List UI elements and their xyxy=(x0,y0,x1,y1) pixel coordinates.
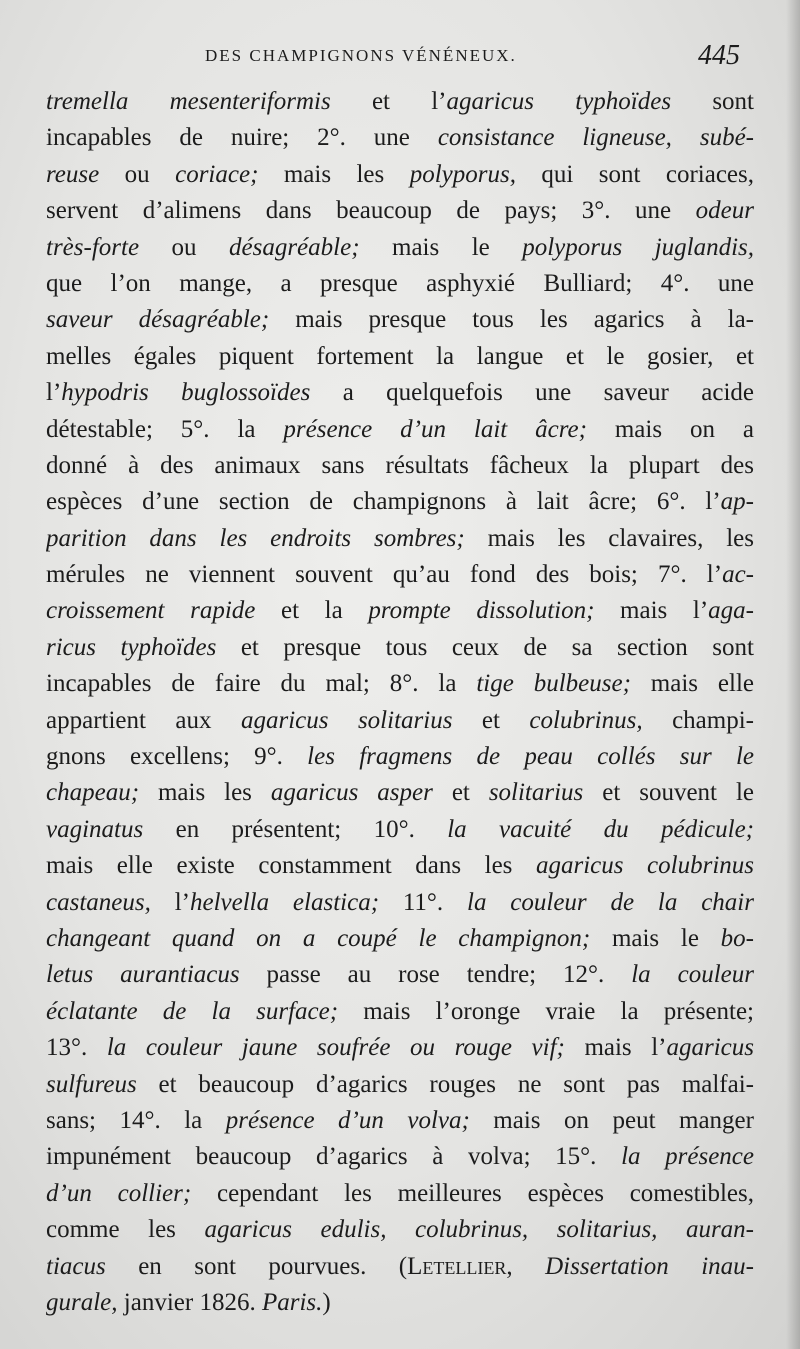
text-run: champi- xyxy=(642,706,754,734)
text-line xyxy=(46,885,754,921)
text-line xyxy=(46,1285,754,1321)
italic-text: solitarius xyxy=(488,779,584,807)
italic-text: agaricus edulis, colubrinus, solitarius, auran- xyxy=(204,1216,754,1244)
text-run: comme les xyxy=(46,1216,205,1244)
text-line xyxy=(46,1067,754,1103)
italic-text: polyporus, xyxy=(409,160,516,188)
text-run: et xyxy=(452,706,530,734)
italic-text: agaricus colubrinus xyxy=(535,852,754,880)
text-run: mais les xyxy=(139,779,271,807)
text-run: ou xyxy=(139,233,229,261)
text-run: mais les clavaires, les xyxy=(464,524,754,552)
italic-text: présence d’un lait âcre; xyxy=(283,415,587,443)
text-line xyxy=(46,120,754,156)
italic-text: changeant quand on a coupé le champignon; xyxy=(46,924,591,952)
text-line xyxy=(46,1103,754,1139)
text-line xyxy=(46,1249,754,1285)
text-run: a quelquefois une saveur acide xyxy=(310,379,754,407)
text-run: mais elle xyxy=(630,670,754,698)
text-run: détestable; 5°. la xyxy=(46,415,284,443)
text-run: passe au rose tendre; 12°. xyxy=(239,961,632,989)
italic-text: très-forte xyxy=(46,233,140,261)
text-run: Letellier xyxy=(407,1252,507,1280)
text-run: donné à des animaux sans résultats fâcheux la plupart des xyxy=(46,451,754,479)
text-run: l’ xyxy=(46,379,62,407)
text-line xyxy=(46,412,754,448)
text-run: espèces d’une section de champignons à lait âcre; 6°. l’ xyxy=(46,488,721,516)
text-line xyxy=(46,921,754,957)
italic-text: helvella elastica; xyxy=(189,888,380,916)
text-line xyxy=(46,302,754,338)
italic-text: présence d’un volva; xyxy=(225,1106,470,1134)
running-head: DES CHAMPIGNONS VÉNÉNEUX. xyxy=(205,46,517,65)
text-line xyxy=(46,630,754,666)
text-line xyxy=(46,1212,754,1248)
italic-text: la couleur xyxy=(631,961,754,989)
italic-text: sulfureus xyxy=(46,1070,137,1098)
text-run: que l’on mange, a presque asphyxié Bulliard; 4°. une xyxy=(46,269,754,297)
text-line xyxy=(46,193,754,229)
italic-text: agaricus asper xyxy=(270,779,433,807)
body-text xyxy=(46,84,754,1321)
text-run: 13°. xyxy=(46,1034,107,1062)
text-run: et l’ xyxy=(330,88,447,115)
text-run: en présentent; 10°. xyxy=(143,815,448,843)
page-edge-shadow xyxy=(786,0,800,1349)
text-run: qui sont coriaces, xyxy=(515,160,754,188)
italic-text: agaricus xyxy=(666,1034,754,1062)
text-run: mais l’ xyxy=(564,1034,667,1062)
italic-text: ac- xyxy=(722,561,754,589)
italic-text: chapeau; xyxy=(46,779,140,807)
text-line xyxy=(46,957,754,993)
italic-text: consistance ligneuse, subé- xyxy=(437,124,754,152)
italic-text: parition dans les endroits sombres; xyxy=(46,524,465,552)
text-line xyxy=(46,230,754,266)
text-line xyxy=(46,1176,754,1212)
text-run: servent d’alimens dans beaucoup de pays; 3°. une xyxy=(46,197,696,225)
text-run: mérules ne viennent souvent qu’au fond des bois; 7°. l’ xyxy=(46,561,723,589)
italic-text: la couleur jaune soufrée ou rouge vif; xyxy=(106,1034,565,1062)
text-run: ou xyxy=(99,160,176,188)
text-run: sont xyxy=(671,88,754,115)
italic-text: prompte dissolution; xyxy=(368,597,595,625)
text-line xyxy=(46,812,754,848)
italic-text: bo- xyxy=(720,924,754,952)
italic-text: la vacuité du pédicule; xyxy=(447,815,754,843)
italic-text: Paris. xyxy=(261,1288,323,1316)
italic-text: la présence xyxy=(621,1143,754,1171)
text-run: mais presque tous les agarics à la- xyxy=(269,306,754,334)
text-run: ) xyxy=(322,1288,331,1316)
italic-text: hypodris buglossoïdes xyxy=(61,379,311,407)
italic-text: éclatante de la surface; xyxy=(46,997,339,1025)
italic-text: letus aurantiacus xyxy=(46,961,240,989)
italic-text: ricus typhoïdes xyxy=(46,633,217,661)
text-line xyxy=(46,157,754,193)
text-line xyxy=(46,1139,754,1175)
text-run: l’ xyxy=(150,888,190,916)
text-run: mais le xyxy=(590,924,721,952)
italic-text: la couleur de la chair xyxy=(467,888,754,916)
text-run: mais l’oronge vraie la présente; xyxy=(338,997,754,1025)
text-run: et presque tous ceux de sa section sont xyxy=(216,633,754,661)
text-run: mais l’ xyxy=(594,597,709,625)
text-run: impunément beaucoup d’agarics à volva; 15°. xyxy=(46,1143,622,1171)
text-line xyxy=(46,739,754,775)
text-run: mais on peut manger xyxy=(469,1106,754,1134)
italic-text: saveur désagréable; xyxy=(46,306,270,334)
text-run: mais elle existe constamment dans les xyxy=(46,852,536,880)
italic-text: colubrinus, xyxy=(529,706,643,734)
text-run: mais les xyxy=(258,160,410,188)
italic-text: vaginatus xyxy=(46,815,144,843)
text-line xyxy=(46,666,754,702)
italic-text: polyporus juglandis, xyxy=(522,233,754,261)
text-line xyxy=(46,448,754,484)
italic-text: aga- xyxy=(708,597,754,625)
italic-text: Dissertation inau- xyxy=(545,1252,754,1280)
page-number: 445 xyxy=(698,40,740,71)
text-run: gnons excellens; 9°. xyxy=(46,743,308,771)
text-run: appartient aux xyxy=(46,706,241,734)
text-run: melles égales piquent fortement la langue et le gosier, et xyxy=(46,342,754,370)
text-line xyxy=(46,84,754,120)
text-line xyxy=(46,557,754,593)
text-line xyxy=(46,1030,754,1066)
italic-text: coriace; xyxy=(175,160,259,188)
text-line xyxy=(46,703,754,739)
text-run: sans; 14°. la xyxy=(46,1106,226,1134)
text-run: et la xyxy=(255,597,369,625)
italic-text: tige bulbeuse; xyxy=(476,670,631,698)
text-line xyxy=(46,484,754,520)
text-run: incapables de faire du mal; 8°. la xyxy=(46,670,477,698)
text-run: incapables de nuire; 2°. une xyxy=(46,124,438,152)
italic-text: reuse xyxy=(46,160,100,188)
text-run: en sont pourvues. ( xyxy=(105,1252,408,1280)
italic-text: odeur xyxy=(695,197,754,225)
text-line xyxy=(46,521,754,557)
text-line xyxy=(46,775,754,811)
text-run: et souvent le xyxy=(583,779,754,807)
text-line xyxy=(46,375,754,411)
italic-text: les fragmens de peau collés sur le xyxy=(307,743,754,771)
italic-text: agaricus solitarius xyxy=(240,706,453,734)
italic-text: agaricus typhoïdes xyxy=(446,88,672,115)
text-run: et beaucoup d’agarics rouges ne sont pas malfai- xyxy=(136,1070,754,1098)
italic-text: tremella mesenteriformis xyxy=(46,88,331,115)
text-run: cependant les meilleures espèces comestibles, xyxy=(191,1179,754,1207)
text-line xyxy=(46,593,754,629)
italic-text: croissement rapide xyxy=(46,597,256,625)
italic-text: d’un collier; xyxy=(46,1179,192,1207)
italic-text: tiacus xyxy=(46,1252,106,1280)
text-line xyxy=(46,848,754,884)
text-run: , xyxy=(506,1252,546,1280)
text-run: janvier 1826. xyxy=(117,1288,262,1316)
text-run: mais on a xyxy=(586,415,754,443)
italic-text: désagréable; xyxy=(229,233,360,261)
text-run: et xyxy=(432,779,489,807)
text-run: mais le xyxy=(359,233,523,261)
text-line xyxy=(46,339,754,375)
italic-text: castaneus, xyxy=(46,888,151,916)
text-line xyxy=(46,266,754,302)
text-run: 11°. xyxy=(379,888,468,916)
text-line xyxy=(46,994,754,1030)
italic-text: gurale, xyxy=(46,1288,118,1316)
italic-text: ap- xyxy=(720,488,754,516)
